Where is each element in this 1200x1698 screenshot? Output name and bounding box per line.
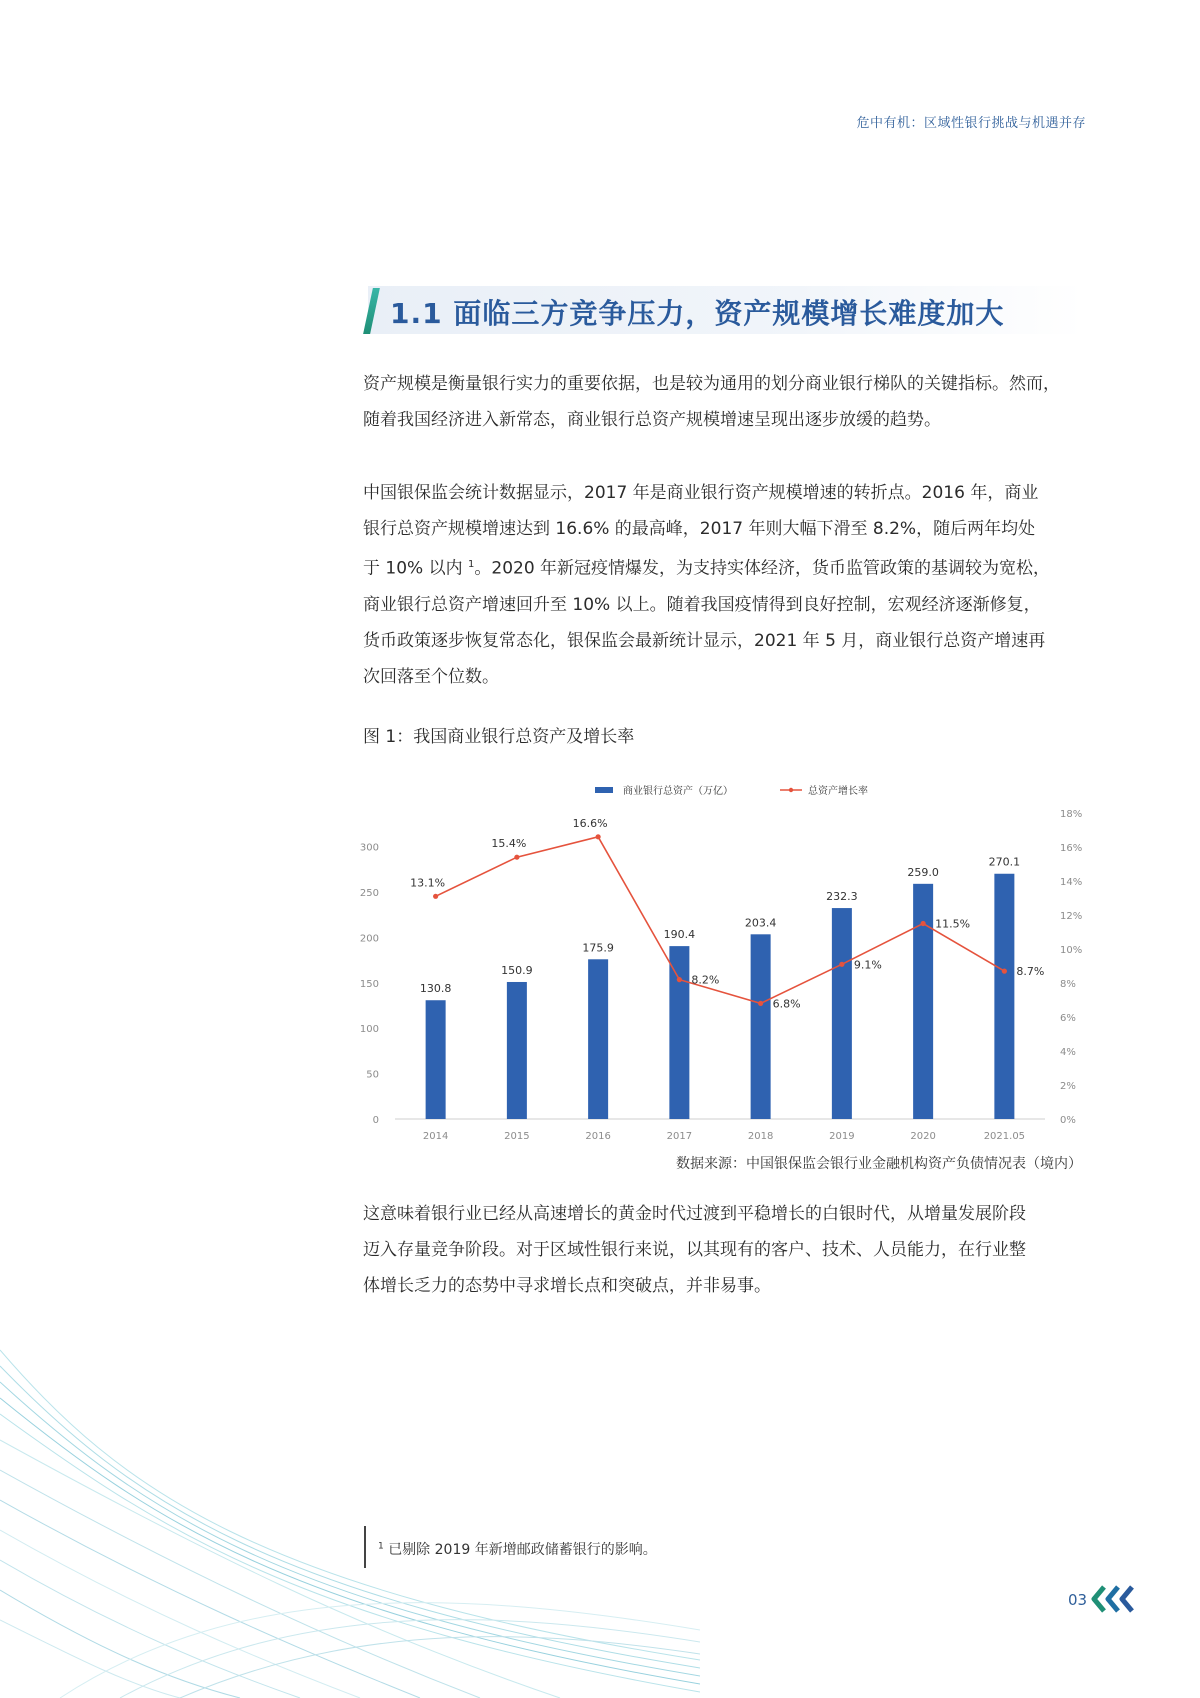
asset-growth-chart bbox=[355, 775, 1095, 1155]
y-right-tick-label: 10% bbox=[1060, 945, 1083, 956]
growth-rate-label: 6.8% bbox=[772, 997, 801, 1011]
x-tick-label: 2015 bbox=[504, 1131, 530, 1142]
asset-bar bbox=[426, 1000, 446, 1119]
asset-bar-label: 203.4 bbox=[744, 916, 777, 930]
paragraph-text: 。2020 年新冠疫情爆发，为支持实体经济，货币监管政策的基调较为宽松， bbox=[474, 558, 1051, 579]
y-left-tick-label: 150 bbox=[359, 978, 379, 990]
asset-bar-label: 175.9 bbox=[582, 941, 614, 955]
y-right-tick-label: 8% bbox=[1060, 979, 1076, 990]
y-right-tick-label: 12% bbox=[1060, 911, 1083, 922]
paragraph-2 bbox=[363, 475, 1085, 695]
y-right-tick-label: 18% bbox=[1060, 809, 1083, 820]
paragraph-1 bbox=[363, 366, 1085, 438]
y-left-tick-label: 100 bbox=[359, 1024, 379, 1036]
growth-rate-label: 9.1% bbox=[853, 958, 882, 972]
asset-bar bbox=[832, 908, 852, 1119]
x-tick-label: 2019 bbox=[829, 1131, 855, 1142]
asset-bar-label: 150.9 bbox=[501, 963, 533, 977]
x-tick-label: 2017 bbox=[666, 1131, 693, 1142]
y-left-tick-label: 300 bbox=[359, 842, 379, 854]
paragraph-line: 次回落至个位数。 bbox=[363, 666, 499, 687]
asset-bar bbox=[669, 946, 689, 1119]
growth-rate-point bbox=[677, 977, 682, 982]
x-tick-label: 2014 bbox=[422, 1131, 449, 1142]
growth-rate-point bbox=[758, 1001, 763, 1006]
running-header: 危中有机：区域性银行挑战与机遇并存 bbox=[856, 116, 1086, 131]
growth-rate-point bbox=[433, 894, 438, 899]
paragraph-text: 于 10% 以内 bbox=[363, 558, 468, 579]
growth-rate-label: 13.1% bbox=[410, 876, 446, 890]
growth-rate-point bbox=[839, 962, 844, 967]
growth-rate-label: 15.4% bbox=[491, 837, 527, 851]
x-tick-label: 2021.05 bbox=[983, 1131, 1026, 1142]
legend-label: 总资产增长率 bbox=[808, 786, 868, 797]
heading-accent-bar bbox=[363, 288, 380, 334]
page-number: 03 bbox=[1068, 1591, 1088, 1609]
chart-source: 数据来源：中国银保监会银行业金融机构资产负债情况表（境内） bbox=[676, 1156, 1082, 1172]
footnote-reference[interactable]: 1 bbox=[468, 559, 475, 570]
back-chevrons-icon bbox=[1090, 1584, 1140, 1614]
growth-rate-label: 8.2% bbox=[691, 973, 720, 987]
asset-bar-label: 190.4 bbox=[663, 928, 696, 942]
paragraph-line: 随着我国经济进入新常态，商业银行总资产规模增速呈现出逐步放缓的趋势。 bbox=[363, 410, 941, 430]
y-right-tick-label: 16% bbox=[1060, 843, 1083, 854]
growth-rate-point bbox=[1002, 969, 1007, 974]
footnote-marker: 1 bbox=[378, 1541, 384, 1552]
legend-label: 商业银行总资产（万亿） bbox=[623, 786, 733, 797]
x-tick-label: 2018 bbox=[747, 1131, 774, 1142]
y-left-tick-label: 250 bbox=[359, 887, 379, 899]
paragraph-line: 迈入存量竞争阶段。对于区域性银行来说，以其现有的客户、技术、人员能力，在行业整 bbox=[363, 1240, 1026, 1260]
y-right-tick-label: 4% bbox=[1060, 1047, 1076, 1058]
asset-bar-label: 259.0 bbox=[907, 865, 939, 879]
wave-lines-decoration bbox=[0, 1330, 700, 1698]
y-right-tick-label: 0% bbox=[1060, 1115, 1076, 1126]
y-right-tick-label: 6% bbox=[1060, 1013, 1076, 1024]
paragraph-line: 商业银行总资产增速回升至 10% 以上。随着我国疫情得到良好控制，宏观经济逐渐修复， bbox=[363, 594, 1041, 615]
asset-bar bbox=[994, 874, 1014, 1119]
paragraph-line: 这意味着银行业已经从高速增长的黄金时代过渡到平稳增长的白银时代，从增量发展阶段 bbox=[363, 1204, 1026, 1224]
growth-rate-label: 8.7% bbox=[1016, 965, 1045, 979]
section-title: 1.1 面临三方竞争压力，资产规模增长难度加大 bbox=[390, 297, 1005, 330]
paragraph-line bbox=[363, 547, 1085, 587]
paragraph-line: 银行总资产规模增速达到 16.6% 的最高峰，2017 年则大幅下滑至 8.2%，随后两年均处 bbox=[363, 519, 1036, 539]
paragraph-line: 中国银保监会统计数据显示，2017 年是商业银行资产规模增速的转折点。2016 年，商业 bbox=[363, 483, 1039, 503]
asset-bar bbox=[507, 982, 527, 1119]
section-heading bbox=[368, 286, 1084, 334]
asset-bar-label: 232.3 bbox=[826, 890, 858, 904]
x-tick-label: 2016 bbox=[585, 1131, 611, 1142]
y-left-tick-label: 200 bbox=[359, 933, 379, 945]
growth-rate-point bbox=[514, 855, 519, 860]
paragraph-line: 货币政策逐步恢复常态化，银保监会最新统计显示，2021 年 5 月，商业银行总资产增速再 bbox=[363, 630, 1046, 651]
paragraph-3 bbox=[363, 1196, 1085, 1304]
asset-bar-label: 130.8 bbox=[419, 982, 452, 996]
growth-rate-point bbox=[921, 921, 926, 926]
asset-bar-label: 270.1 bbox=[988, 855, 1021, 869]
paragraph-line: 体增长乏力的态势中寻求增长点和突破点，并非易事。 bbox=[363, 1276, 771, 1296]
growth-rate-label: 16.6% bbox=[572, 816, 608, 830]
y-left-tick-label: 50 bbox=[366, 1069, 379, 1081]
y-right-tick-label: 14% bbox=[1060, 877, 1083, 888]
growth-rate-point bbox=[596, 834, 601, 839]
asset-bar bbox=[751, 934, 771, 1119]
figure-caption: 图 1：我国商业银行总资产及增长率 bbox=[363, 727, 635, 747]
paragraph-line: 资产规模是衡量银行实力的重要依据，也是较为通用的划分商业银行梯队的关键指标。然而， bbox=[363, 374, 1060, 394]
y-right-tick-label: 2% bbox=[1060, 1081, 1076, 1092]
legend-marker-growth bbox=[789, 788, 793, 792]
footnote-text: 已剔除 2019 年新增邮政储蓄银行的影响。 bbox=[388, 1542, 657, 1558]
x-tick-label: 2020 bbox=[910, 1131, 936, 1142]
legend-swatch-assets bbox=[595, 787, 613, 793]
asset-bar bbox=[913, 884, 933, 1119]
y-left-tick-label: 0 bbox=[372, 1115, 379, 1126]
asset-bar bbox=[588, 959, 608, 1119]
growth-rate-label: 11.5% bbox=[935, 917, 971, 931]
